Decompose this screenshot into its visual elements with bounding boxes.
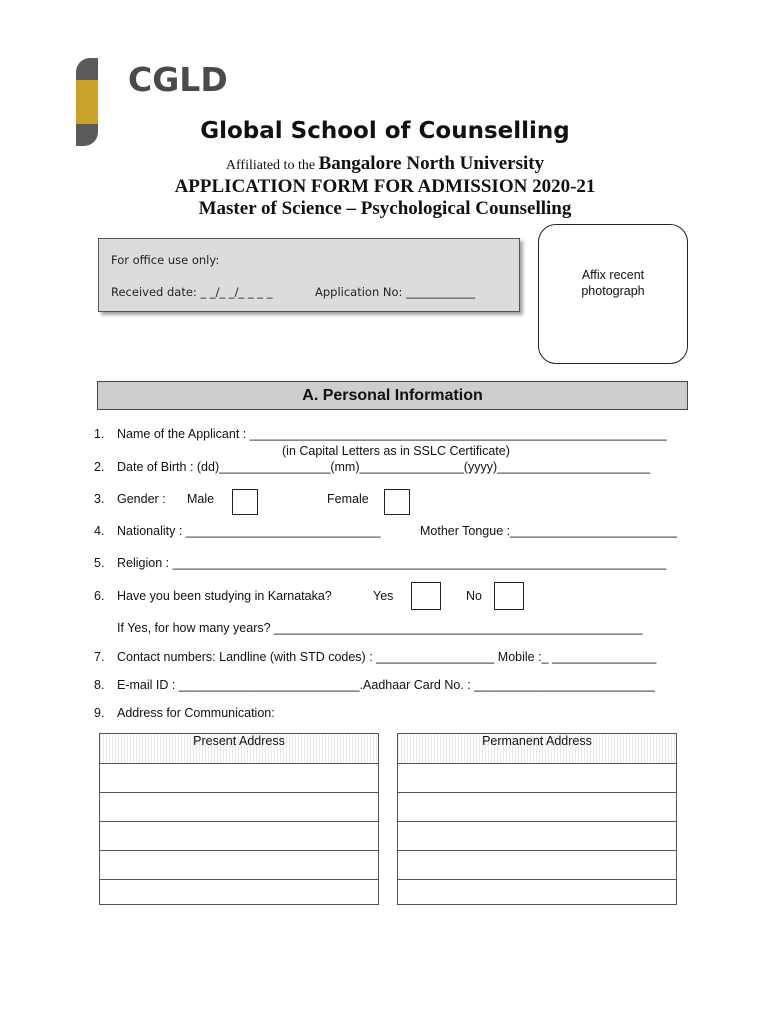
received-date-field[interactable]: Received date: _ _/_ _/_ _ _ _: [111, 285, 273, 299]
logo-mark-top-right: [76, 80, 98, 102]
field-number: 9.: [94, 706, 105, 720]
present-address-line[interactable]: [100, 764, 378, 793]
logo-text: CGLD: [128, 60, 228, 99]
present-address-line[interactable]: [100, 793, 378, 822]
present-address-line[interactable]: [100, 851, 378, 880]
email-aadhaar-field[interactable]: E-mail ID : __________________________.Aadhaar Card No. : __________________________: [117, 678, 655, 692]
permanent-address-line[interactable]: [398, 880, 676, 908]
present-address-header: Present Address: [100, 734, 378, 764]
permanent-address-line[interactable]: [398, 822, 676, 851]
gender-female-checkbox[interactable]: [384, 489, 410, 515]
gender-female-label: Female: [327, 492, 369, 506]
present-address-line[interactable]: [100, 880, 378, 908]
field-number: 6.: [94, 589, 105, 603]
field-number: 7.: [94, 650, 105, 664]
office-use-title: For office use only:: [111, 253, 220, 267]
years-in-karnataka-field[interactable]: If Yes, for how many years? _____________________________________________________: [117, 621, 643, 635]
field-number: 3.: [94, 492, 105, 506]
permanent-address-header: Permanent Address: [398, 734, 676, 764]
photograph-box[interactable]: [538, 224, 688, 364]
field-number: 4.: [94, 524, 105, 538]
address-communication-label: Address for Communication:: [117, 706, 275, 720]
course-title: Master of Science – Psychological Counselling: [198, 198, 572, 219]
field-number: 8.: [94, 678, 105, 692]
application-no-field[interactable]: Application No: ____________: [315, 285, 476, 299]
field-number: 1.: [94, 427, 105, 441]
karnataka-yes-checkbox[interactable]: [411, 582, 441, 610]
studying-karnataka-label: Have you been studying in Karnataka?: [117, 589, 332, 603]
karnataka-no-checkbox[interactable]: [494, 582, 524, 610]
gender-label: Gender :: [117, 492, 166, 506]
present-address-table: [99, 733, 379, 905]
university-name: Bangalore North University: [318, 153, 545, 174]
affiliation-line: [0, 153, 770, 175]
section-a-header: A. Personal Information: [97, 381, 688, 410]
applicant-name-field[interactable]: Name of the Applicant : ____________________________________________________________: [117, 427, 667, 441]
karnataka-yes-label: Yes: [373, 589, 394, 603]
permanent-address-line[interactable]: [398, 793, 676, 822]
religion-field[interactable]: Religion : _______________________________________________________________________: [117, 556, 667, 570]
cgld-logo: [76, 58, 246, 104]
photograph-label: Affix recent photograph: [581, 268, 645, 298]
gender-male-label: Male: [187, 492, 215, 506]
field-number: 5.: [94, 556, 105, 570]
form-title: APPLICATION FORM FOR ADMISSION 2020-21: [174, 176, 596, 197]
karnataka-no-label: No: [466, 589, 482, 603]
nationality-field[interactable]: Nationality : ____________________________: [117, 524, 381, 538]
logo-mark-top-left: [76, 58, 98, 80]
gender-male-checkbox[interactable]: [232, 489, 258, 515]
office-use-box: [98, 238, 520, 312]
field-number: 2.: [94, 460, 105, 474]
permanent-address-line[interactable]: [398, 764, 676, 793]
date-of-birth-field[interactable]: Date of Birth : (dd)________________(mm)_______________(yyyy)______________________: [117, 460, 651, 474]
permanent-address-table: [397, 733, 677, 905]
school-name: Global School of Counselling: [200, 118, 570, 144]
mother-tongue-field[interactable]: Mother Tongue :________________________: [420, 524, 677, 538]
permanent-address-line[interactable]: [398, 851, 676, 880]
contact-numbers-field[interactable]: Contact numbers: Landline (with STD codes) : _________________ Mobile :_ _______________: [117, 650, 657, 664]
applicant-name-note: (in Capital Letters as in SSLC Certificate): [282, 444, 510, 458]
affiliated-prefix: Affiliated to the: [225, 158, 319, 173]
present-address-line[interactable]: [100, 822, 378, 851]
